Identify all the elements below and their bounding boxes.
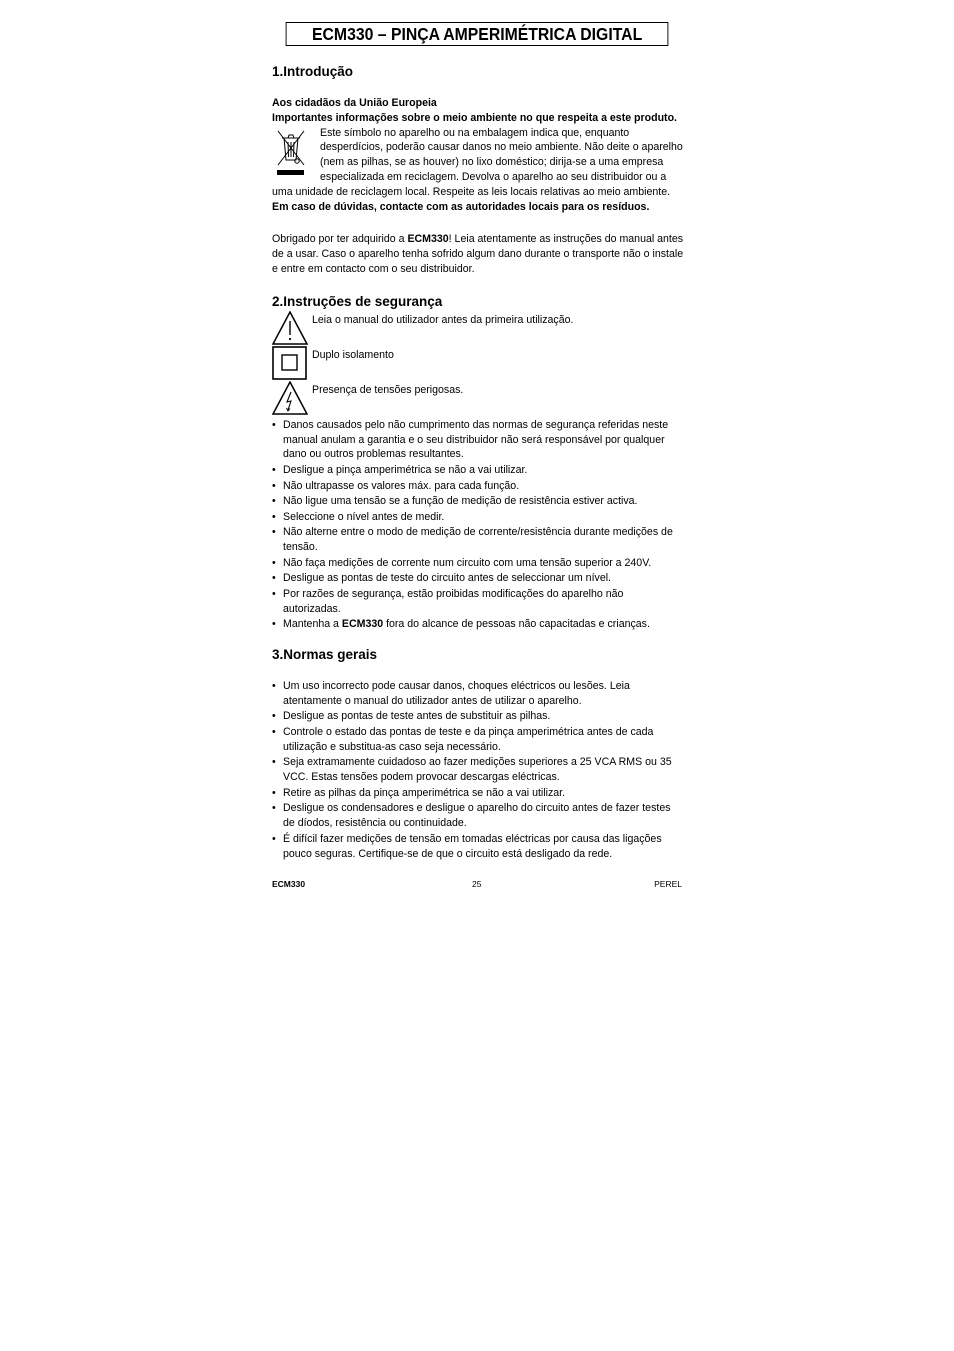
page-number: 25 [472, 879, 482, 889]
list-item: • Não ultrapasse os valores máx. para cada função. [272, 479, 684, 494]
list-item: • Não alterne entre o modo de medição de corrente/resistência durante medições de tensão. [272, 525, 684, 555]
list-item: • É difícil fazer medições de tensão em tomadas eléctricas por causa das ligações pouco seguras. Certifique-se de que o circuito está desligado da rede. [272, 832, 684, 862]
list-item: • Desligue a pinça amperimétrica se não a vai utilizar. [272, 463, 684, 478]
double-insulation-icon [272, 346, 308, 380]
weee-text: Este símbolo no aparelho ou na embalagem indica que, enquanto desperdícios, poderão causar danos no meio ambiente. Não deite o aparelho (nem as pilhas, se as houver) no lixo doméstico; dirija-se a uma empresa especializada em reciclagem. Devolva o aparelho ao seu distribuidor ou a uma unidade de reciclagem local. Respeite as leis locais relativas ao meio ambiente. [272, 126, 683, 198]
section-heading: 3.Normas gerais [272, 647, 378, 663]
eu-heading: Aos cidadãos da União Europeia [272, 97, 437, 109]
safety-list [272, 418, 684, 632]
weee-bold-note: Em caso de dúvidas, contacte com as autoridades locais para os resíduos. [272, 200, 650, 213]
symbol-text: Leia o manual do utilizador antes da primeira utilização. [312, 313, 574, 326]
section-heading: 2.Instruções de segurança [272, 293, 443, 309]
warning-triangle-icon [272, 311, 308, 345]
general-rules-list [272, 679, 684, 861]
list-item: • Não ligue uma tensão se a função de medição de resistência estiver activa. [272, 494, 684, 509]
symbol-row-insulation [272, 346, 684, 381]
list-item: • Mantenha a ECM330 fora do alcance de pessoas não capacitadas e crianças. [272, 617, 684, 632]
document-page [272, 22, 684, 862]
list-item: • Seja extramamente cuidadoso ao fazer medições superiores a 25 VCA RMS ou 35 VCC. Estas tensões podem provocar descargas eléctricas. [272, 755, 684, 785]
document-title: ECM330 – PINÇA AMPERIMÉTRICA DIGITAL [286, 22, 669, 46]
symbol-row-manual [272, 311, 684, 346]
list-item: • Controle o estado das pontas de teste e da pinça amperimétrica antes de cada utilização e substitua-as caso seja necessário. [272, 725, 684, 755]
list-item: • Não faça medições de corrente num circuito com uma tensão superior a 240V. [272, 556, 684, 571]
model-name: ECM330 [407, 233, 449, 246]
list-item: • Danos causados pelo não cumprimento das normas de segurança referidas neste manual anulam a garantia e o seu distribuidor não será responsável por qualquer dano ou outros problemas resultantes. [272, 418, 684, 462]
section-general-rules [272, 647, 684, 861]
section-safety [272, 294, 684, 632]
list-item: • Por razões de segurança, estão proibidas modificações do aparelho não autorizadas. [272, 587, 684, 617]
symbol-text: Duplo isolamento [312, 348, 394, 361]
weee-paragraph [272, 126, 684, 200]
list-item: • Desligue as pontas de teste do circuito antes de seleccionar um nível. [272, 571, 684, 586]
list-item: • Desligue os condensadores e desligue o aparelho do circuito antes de fazer testes de díodos, resistência ou continuidade. [272, 801, 684, 831]
list-item: • Um uso incorrecto pode causar danos, choques eléctricos ou lesões. Leia atentamente o manual do utilizador antes de utilizar o aparelho. [272, 679, 684, 709]
symbol-row-voltage [272, 381, 684, 416]
high-voltage-icon [272, 381, 308, 415]
list-item: • Retire as pilhas da pinça amperimétrica se não a vai utilizar. [272, 786, 684, 801]
model-name: ECM330 [341, 618, 384, 631]
list-item: • Seleccione o nível antes de medir. [272, 510, 684, 525]
footer-model: ECM330 [272, 879, 306, 889]
section-heading: 1.Introdução [272, 64, 354, 79]
list-item: • Desligue as pontas de teste antes de substituir as pilhas. [272, 709, 684, 724]
footer-brand: PEREL [654, 879, 682, 889]
thanks-paragraph: Obrigado por ter adquirido a ECM330! Leia atentamente as instruções do manual antes de a usar. Caso o aparelho tenha sofrido algum dano durante o transporte não o instale e entre em contacto com o seu distribuidor. [272, 233, 684, 275]
eu-subheading: Importantes informações sobre o meio ambiente no que respeita a este produto. [272, 111, 678, 124]
symbol-text: Presença de tensões perigosas. [312, 383, 464, 396]
section-introduction [272, 64, 684, 277]
crossed-bin-icon [274, 127, 308, 177]
